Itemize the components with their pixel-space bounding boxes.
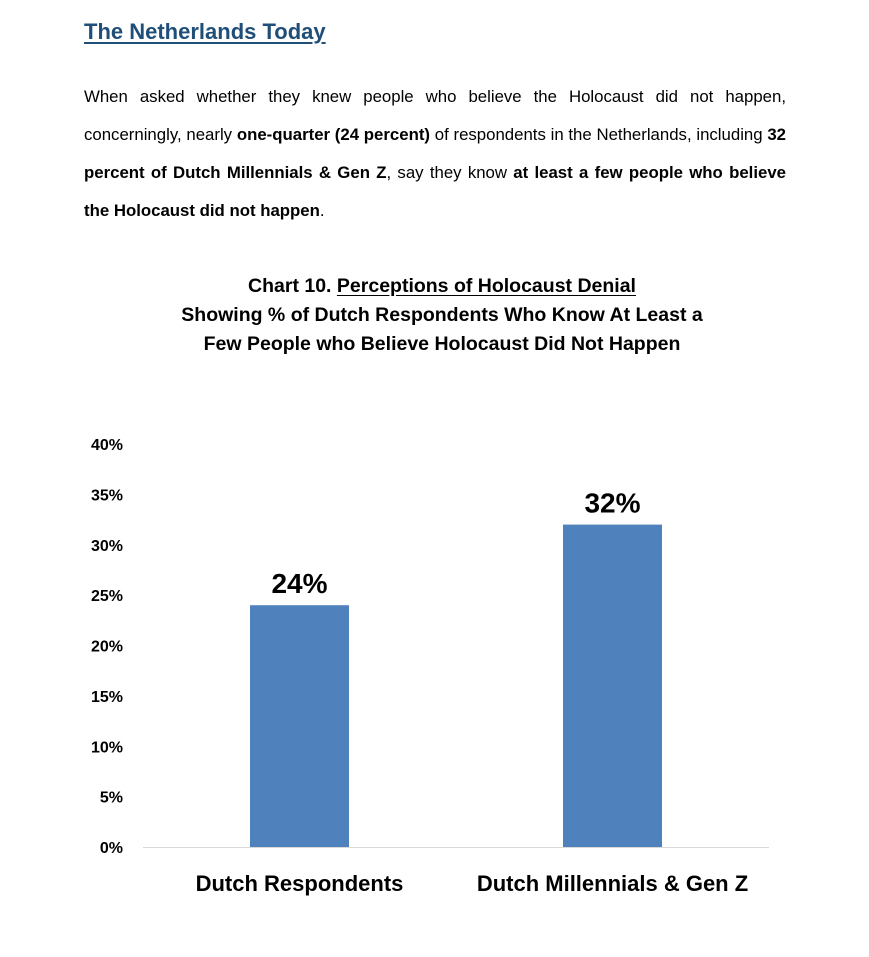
paragraph-text-1: When asked whether they knew people who believe the Holocaust did not happen, concerningly, nearly bbox=[84, 87, 786, 144]
section-heading: The Netherlands Today bbox=[84, 19, 326, 44]
bar bbox=[250, 605, 349, 847]
y-tick-label: 15% bbox=[90, 688, 123, 706]
y-tick-label: 5% bbox=[99, 789, 123, 807]
data-label: 32% bbox=[584, 487, 641, 519]
chart-title-prefix: Chart 10. bbox=[248, 275, 337, 297]
chart-title-line-3: Few People who Believe Holocaust Did Not Happen bbox=[203, 333, 681, 355]
paragraph-text-3: , say they know bbox=[386, 163, 514, 182]
bar bbox=[563, 525, 662, 847]
chart-title-underlined: Perceptions of Holocaust Denial bbox=[336, 275, 636, 297]
paragraph-text-2: of respondents in the Netherlands, including bbox=[430, 125, 768, 144]
y-tick-label: 30% bbox=[90, 537, 123, 555]
y-tick-label: 20% bbox=[90, 638, 123, 656]
paragraph-text-4: . bbox=[319, 201, 325, 220]
y-tick-label: 0% bbox=[99, 840, 123, 857]
paragraph-bold-1: one-quarter (24 percent) bbox=[236, 125, 431, 144]
data-label: 24% bbox=[271, 568, 328, 600]
y-tick-label: 10% bbox=[90, 739, 123, 757]
x-category-label: Dutch Millennials & Gen Z bbox=[476, 871, 749, 896]
chart-title-line-2: Showing % of Dutch Respondents Who Know At Least a bbox=[181, 304, 703, 326]
x-category-label: Dutch Respondents bbox=[195, 871, 404, 896]
paragraph-bold-2: 32 percent of Dutch Millennials & Gen Z bbox=[84, 125, 786, 182]
y-tick-label: 25% bbox=[90, 588, 123, 606]
y-tick-label: 35% bbox=[90, 487, 123, 505]
paragraph-bold-3: at least a few people who believe the Holocaust did not happen bbox=[84, 163, 786, 220]
y-tick-label: 40% bbox=[90, 437, 123, 454]
